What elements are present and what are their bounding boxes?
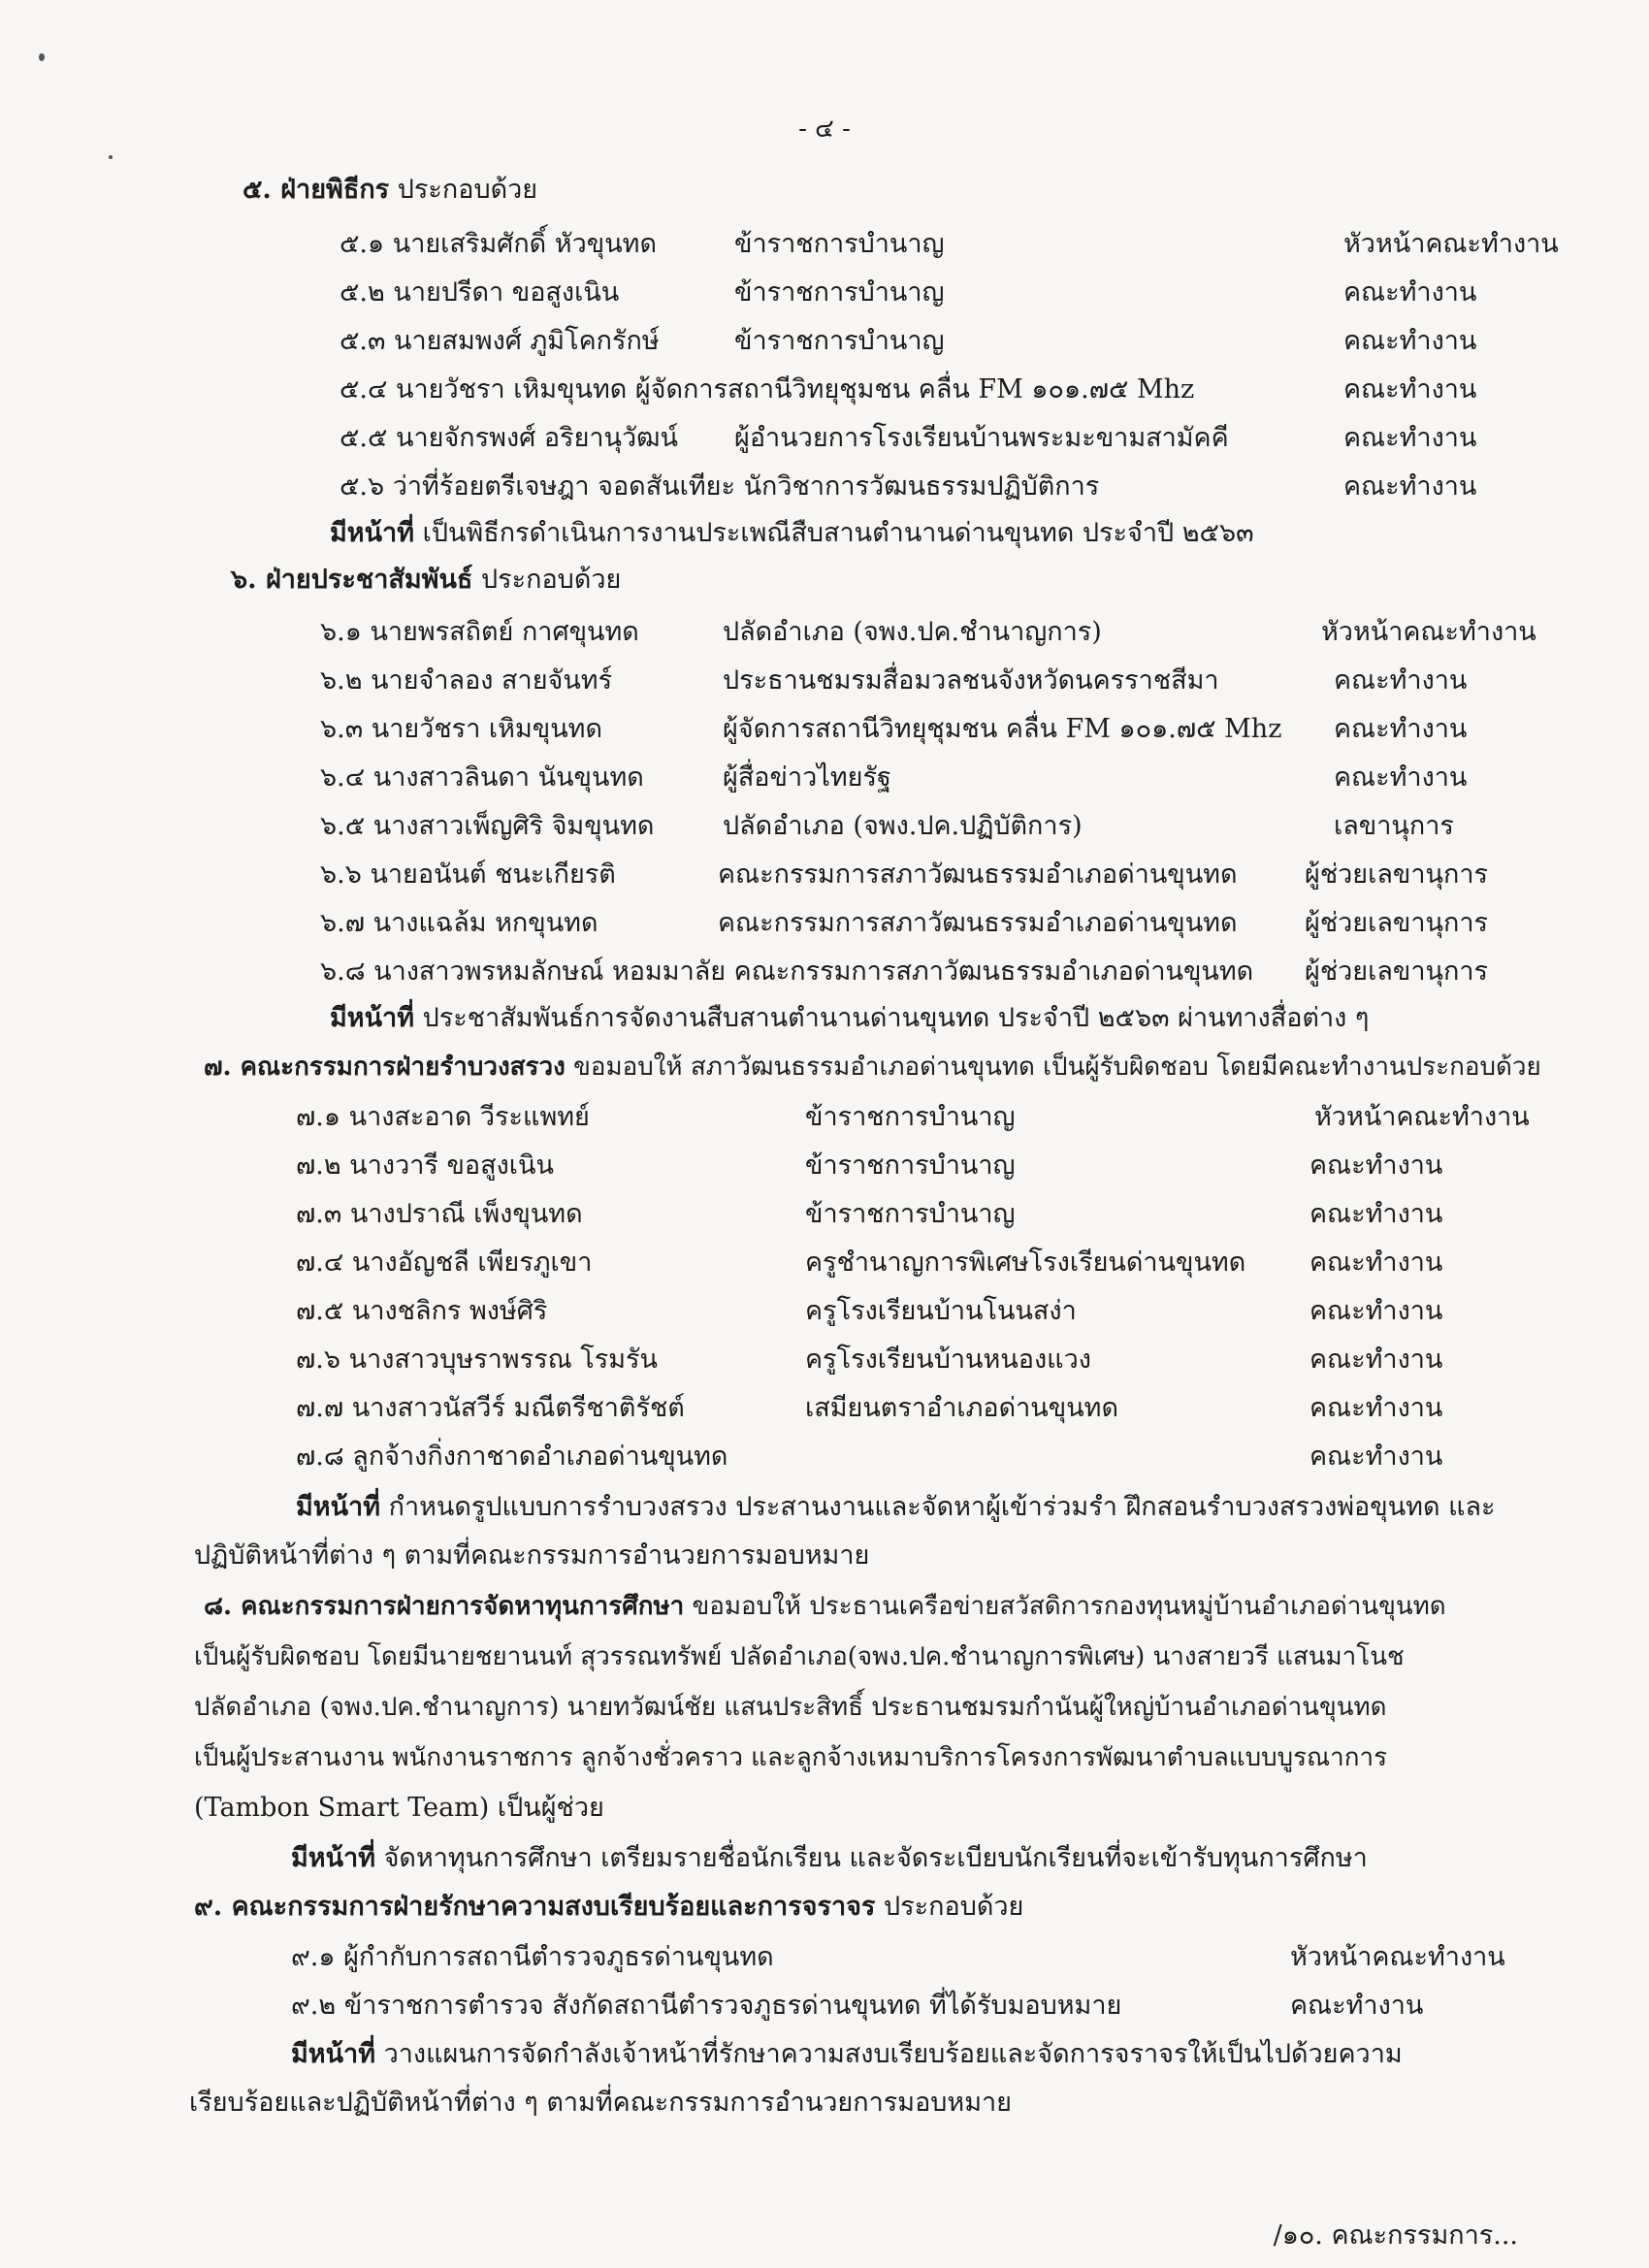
s6-member-5-role: เลขานุการ: [1334, 811, 1454, 841]
s7-member-7-name: ๗.๗ นางสาวนัสวีร์ มณีตรีชาติรัชต์: [296, 1393, 685, 1423]
s5-member-3-name: ๕.๓ นายสมพงศ์ ภูมิโคกรักษ์: [340, 326, 660, 356]
s5-member-5-role: คณะทำงาน: [1343, 423, 1477, 453]
s6-member-3-role: คณะทำงาน: [1334, 714, 1468, 744]
s7-member-8-name: ๗.๘ ลูกจ้างกิ่งกาชาดอำเภอด่านขุนทด: [296, 1442, 728, 1472]
s7-member-1-position: ข้าราชการบำนาญ: [805, 1102, 1016, 1132]
s6-member-8-role: ผู้ช่วยเลขานุการ: [1305, 956, 1488, 987]
s8-body-line-4: (Tambon Smart Team) เป็นผู้ช่วย: [194, 1793, 604, 1823]
s7-member-2-name: ๗.๒ นางวารี ขอสูงเนิน: [296, 1150, 554, 1181]
s5-member-3-position: ข้าราชการบำนาญ: [734, 326, 945, 356]
s7-member-7-position: เสมียนตราอำเภอด่านขุนทด: [805, 1393, 1118, 1423]
s6-member-1-name: ๖.๑ นายพรสถิตย์ กาศขุนทด: [320, 617, 639, 647]
s7-member-3-position: ข้าราชการบำนาญ: [805, 1199, 1016, 1229]
continuation-footer: /๑๐. คณะกรรมการ...: [1273, 2220, 1518, 2251]
s7-member-5-role: คณะทำงาน: [1310, 1296, 1443, 1326]
s6-member-2-position: ประธานชมรมสื่อมวลชนจังหวัดนครราชสีมา: [723, 665, 1219, 696]
s6-member-1-position: ปลัดอำเภอ (จพง.ปค.ชำนาญการ): [723, 617, 1102, 647]
s5-member-5-position: ผู้อำนวยการโรงเรียนบ้านพระมะขามสามัคคี: [734, 423, 1229, 453]
s6-member-6-position: คณะกรรมการสภาวัฒนธรรมอำเภอด่านขุนทด: [718, 859, 1238, 890]
s7-member-1-name: ๗.๑ นางสะอาด วีระแพทย์: [296, 1102, 590, 1132]
s9-member-2-role: คณะทำงาน: [1290, 1991, 1424, 2021]
s9-member-2-name: ๙.๒ ข้าราชการตำรวจ สังกัดสถานีตำรวจภูธรด่านขุนทด ที่ได้รับมอบหมาย: [291, 1991, 1122, 2021]
s7-member-5-position: ครูโรงเรียนบ้านโนนสง่า: [805, 1296, 1077, 1326]
s6-member-4-name: ๖.๔ นางสาวลินดา นันขุนทด: [320, 762, 644, 793]
s6-member-7-role: ผู้ช่วยเลขานุการ: [1305, 908, 1488, 938]
s7-member-4-role: คณะทำงาน: [1310, 1247, 1443, 1278]
s6-member-4-position: ผู้สื่อข่าวไทยรัฐ: [723, 762, 891, 793]
s6-member-6-role: ผู้ช่วยเลขานุการ: [1305, 859, 1488, 890]
s5-member-1-name: ๕.๑ นายเสริมศักดิ์ หัวขุนทด: [340, 229, 657, 259]
s6-member-2-name: ๖.๒ นายจำลอง สายจันทร์: [320, 665, 613, 696]
s7-member-3-name: ๗.๓ นางปราณี เพ็งขุนทด: [296, 1199, 583, 1229]
s7-duty: มีหน้าที่ กำหนดรูปแบบการรำบวงสรวง ประสานงานและจัดหาผู้เข้าร่วมรำ ฝึกสอนรำบวงสรวงพ่อขุนทด และ: [296, 1492, 1496, 1522]
s9-member-1-role: หัวหน้าคณะทำงาน: [1290, 1942, 1505, 1972]
s7-member-5-name: ๗.๕ นางชลิกร พงษ์ศิริ: [296, 1296, 548, 1326]
s7-member-6-role: คณะทำงาน: [1310, 1345, 1443, 1375]
s7-member-6-position: ครูโรงเรียนบ้านหนองแวง: [805, 1345, 1091, 1375]
s8-duty: มีหน้าที่ จัดหาทุนการศึกษา เตรียมรายชื่อนักเรียน และจัดระเบียบนักเรียนที่จะเข้ารับทุนการศึกษา: [291, 1843, 1368, 1873]
s6-member-1-role: หัวหน้าคณะทำงาน: [1321, 617, 1536, 647]
s5-member-3-role: คณะทำงาน: [1343, 326, 1477, 356]
s5-member-4-name: ๕.๔ นายวัชรา เหิมขุนทด ผู้จัดการสถานีวิทยุชุมชน คลื่น FM ๑๐๑.๗๕ Mhz: [340, 374, 1195, 405]
s7-member-2-role: คณะทำงาน: [1310, 1150, 1443, 1181]
s5-member-1-role: หัวหน้าคณะทำงาน: [1343, 229, 1559, 259]
s7-member-4-position: ครูชำนาญการพิเศษโรงเรียนด่านขุนทด: [805, 1247, 1246, 1278]
s5-member-1-position: ข้าราชการบำนาญ: [734, 229, 945, 259]
s6-member-4-role: คณะทำงาน: [1334, 762, 1468, 793]
s7-member-3-role: คณะทำงาน: [1310, 1199, 1443, 1229]
s5-member-2-name: ๕.๒ นายปรีดา ขอสูงเนิน: [340, 277, 620, 308]
s7-member-7-role: คณะทำงาน: [1310, 1393, 1443, 1423]
s9-duty-cont: เรียบร้อยและปฏิบัติหน้าที่ต่าง ๆ ตามที่คณะกรรมการอำนวยการมอบหมาย: [189, 2088, 1012, 2118]
s9-duty: มีหน้าที่ วางแผนการจัดกำลังเจ้าหน้าที่รักษาความสงบเรียบร้อยและจัดการจราจรให้เป็นไปด้วยความ: [291, 2039, 1403, 2069]
section-8-heading: ๘. คณะกรรมการฝ่ายการจัดหาทุนการศึกษา ขอมอบให้ ประธานเครือข่ายสวัสดิการกองทุนหมู่บ้านอำเภอด่านขุนทด: [204, 1592, 1446, 1621]
s6-member-2-role: คณะทำงาน: [1334, 665, 1468, 696]
s7-member-2-position: ข้าราชการบำนาญ: [805, 1150, 1016, 1181]
s7-member-4-name: ๗.๔ นางอัญชลี เพียรภูเขา: [296, 1247, 593, 1278]
s6-member-8-name: ๖.๘ นางสาวพรหมลักษณ์ หอมมาลัย คณะกรรมการสภาวัฒนธรรมอำเภอด่านขุนทด: [320, 956, 1254, 987]
s8-body-line-2: ปลัดอำเภอ (จพง.ปค.ชำนาญการ) นายทวัฒน์ชัย แสนประสิทธิ์ ประธานชมรมกำนันผู้ใหญ่บ้านอำเภอด่านขุนทด: [194, 1693, 1387, 1722]
s6-member-7-position: คณะกรรมการสภาวัฒนธรรมอำเภอด่านขุนทด: [718, 908, 1238, 938]
s6-duty: มีหน้าที่ ประชาสัมพันธ์การจัดงานสืบสานตำนานด่านขุนทด ประจำปี ๒๕๖๓ ผ่านทางสื่อต่าง ๆ: [330, 1003, 1370, 1033]
s6-member-7-name: ๖.๗ นางแฉล้ม หกขุนทด: [320, 908, 598, 938]
s7-member-6-name: ๗.๖ นางสาวบุษราพรรณ โรมรัน: [296, 1345, 659, 1375]
s8-body-line-1: เป็นผู้รับผิดชอบ โดยมีนายชยานนท์ สุวรรณทรัพย์ ปลัดอำเภอ(จพง.ปค.ชำนาญการพิเศษ) นางสายวรี แสนมาโนช: [194, 1642, 1405, 1671]
s6-member-3-position: ผู้จัดการสถานีวิทยุชุมชน คลื่น FM ๑๐๑.๗๕ Mhz: [723, 714, 1282, 744]
s8-body-line-3: เป็นผู้ประสานงาน พนักงานราชการ ลูกจ้างชั่วคราว และลูกจ้างเหมาบริการโครงการพัฒนาตำบลแบบบูรณาการ: [194, 1743, 1388, 1772]
s5-member-6-name: ๕.๖ ว่าที่ร้อยตรีเจษฎา จอดสันเทียะ นักวิชาการวัฒนธรรมปฏิบัติการ: [340, 471, 1100, 502]
page-number: - ๔ -: [798, 114, 851, 144]
s5-member-2-position: ข้าราชการบำนาญ: [734, 277, 945, 308]
scan-speck: [39, 53, 45, 61]
s5-member-4-role: คณะทำงาน: [1343, 374, 1477, 405]
s5-duty: มีหน้าที่ เป็นพิธีกรดำเนินการงานประเพณีสืบสานตำนานด่านขุนทด ประจำปี ๒๕๖๓: [330, 518, 1254, 548]
s9-member-1-name: ๙.๑ ผู้กำกับการสถานีตำรวจภูธรด่านขุนทด: [291, 1942, 774, 1972]
section-6-heading: ๖. ฝ่ายประชาสัมพันธ์ ประกอบด้วย: [231, 565, 622, 595]
section-7-heading: ๗. คณะกรรมการฝ่ายรำบวงสรวง ขอมอบให้ สภาวัฒนธรรมอำเภอด่านขุนทด เป็นผู้รับผิดชอบ โดยมีคณะทำงานประกอบด้วย: [204, 1053, 1541, 1082]
s5-member-6-role: คณะทำงาน: [1343, 471, 1477, 502]
s7-member-8-role: คณะทำงาน: [1310, 1442, 1443, 1472]
scan-speck: [109, 155, 113, 159]
section-9-heading: ๙. คณะกรรมการฝ่ายรักษาความสงบเรียบร้อยและการจราจร ประกอบด้วย: [194, 1892, 1024, 1922]
s7-member-1-role: หัวหน้าคณะทำงาน: [1314, 1102, 1530, 1132]
s6-member-5-name: ๖.๕ นางสาวเพ็ญศิริ จิมขุนทด: [320, 811, 655, 841]
s7-duty-cont: ปฏิบัติหน้าที่ต่าง ๆ ตามที่คณะกรรมการอำนวยการมอบหมาย: [194, 1540, 870, 1571]
section-5-heading: ๕. ฝ่ายพิธีกร ประกอบด้วย: [242, 175, 538, 205]
s6-member-3-name: ๖.๓ นายวัชรา เหิมขุนทด: [320, 714, 603, 744]
s6-member-6-name: ๖.๖ นายอนันต์ ชนะเกียรติ: [320, 859, 616, 890]
s6-member-5-position: ปลัดอำเภอ (จพง.ปค.ปฏิบัติการ): [723, 811, 1083, 841]
s5-member-2-role: คณะทำงาน: [1343, 277, 1477, 308]
s5-member-5-name: ๕.๕ นายจักรพงศ์ อริยานุวัฒน์: [340, 423, 679, 453]
